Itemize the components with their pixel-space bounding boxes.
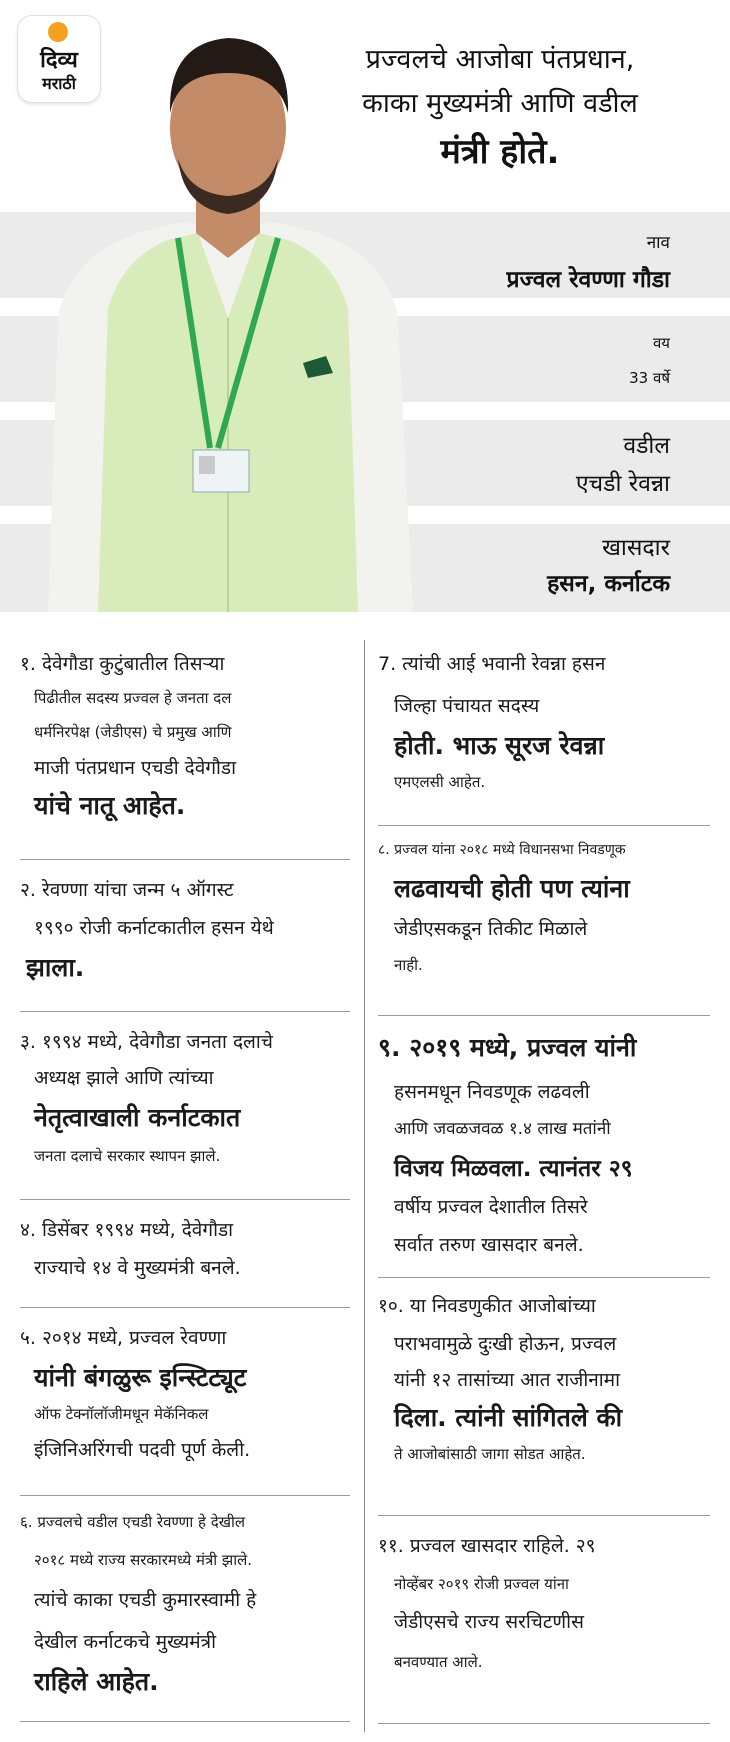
divider xyxy=(378,1723,710,1724)
fact-line: एमएलसी आहेत. xyxy=(394,773,486,791)
post-label: खासदार xyxy=(602,535,670,561)
fact-line: ६. प्रज्वलचे वडील एचडी रेवण्णा हे देखील xyxy=(20,1513,246,1531)
headline-line-1: प्रज्वलचे आजोबा पंतप्रधान, xyxy=(365,44,635,75)
fact-line: अध्यक्ष झाले आणि त्यांच्या xyxy=(34,1067,214,1089)
fact-line: दिला. त्यांनी सांगितले की xyxy=(394,1403,623,1432)
fact-line: ३. १९९४ मध्ये, देवेगौडा जनता दलाचे xyxy=(20,1031,273,1053)
fact-line: नेतृत्वाखाली कर्नाटकात xyxy=(34,1103,241,1132)
fact-line: झाला. xyxy=(26,953,85,982)
fact-line: ८. प्रज्वल यांना २०१८ मध्ये विधानसभा निवडणूक xyxy=(378,842,626,858)
fact-line: विजय मिळवला. त्यानंतर २९ xyxy=(394,1156,633,1182)
fact-3 xyxy=(20,1012,350,1200)
fact-line: ११. प्रज्वल खासदार राहिले. २९ xyxy=(378,1535,596,1557)
fact-line: जिल्हा पंचायत सदस्य xyxy=(394,695,540,717)
fact-line: वर्षीय प्रज्वल देशातील तिसरे xyxy=(394,1196,588,1218)
fact-line: ९. २०१९ मध्ये, प्रज्वल यांनी xyxy=(378,1033,637,1062)
fact-line: जनता दलाचे सरकार स्थापन झाले. xyxy=(34,1147,221,1165)
column-divider xyxy=(364,640,365,1732)
fact-line: नाही. xyxy=(394,956,423,974)
fact-line: सर्वात तरुण खासदार बनले. xyxy=(394,1234,584,1256)
fact-line: २०१८ मध्ये राज्य सरकारमध्ये मंत्री झाले. xyxy=(34,1551,253,1569)
fact-9 xyxy=(378,1016,710,1278)
divider xyxy=(20,1721,350,1722)
father-value: एचडी रेवन्ना xyxy=(575,471,670,497)
fact-line: ४. डिसेंबर १९९४ मध्ये, देवेगौडा xyxy=(20,1219,234,1241)
fact-line: पिढीतील सदस्य प्रज्वल हे जनता दल xyxy=(34,689,232,707)
fact-line: पराभवामुळे दुःखी होऊन, प्रज्वल xyxy=(394,1333,617,1355)
fact-8 xyxy=(378,826,710,1016)
fact-1 xyxy=(20,640,350,860)
fact-line: यांनी बंगळुरू इन्स्टिट्यूट xyxy=(34,1363,247,1392)
fact-6 xyxy=(20,1496,350,1722)
fact-line: होती. भाऊ सूरज रेवन्ना xyxy=(394,731,605,760)
logo-line-1: दिव्य xyxy=(40,48,78,73)
fact-line: इंजिनिअरिंगची पदवी पूर्ण केली. xyxy=(34,1439,251,1461)
post-value: हसन, कर्नाटक xyxy=(547,571,670,597)
fact-2 xyxy=(20,860,350,1012)
fact-line: १. देवेगौडा कुटुंबातील तिसऱ्या xyxy=(20,653,225,675)
fact-line: ५. २०१४ मध्ये, प्रज्वल रेवण्णा xyxy=(20,1327,227,1349)
fact-line: राज्याचे १४ वे मुख्यमंत्री बनले. xyxy=(34,1257,241,1279)
fact-line: जेडीएसचे राज्य सरचिटणीस xyxy=(394,1611,584,1633)
fact-line: नोव्हेंबर २०१९ रोजी प्रज्वल यांना xyxy=(394,1575,569,1593)
headline-line-3: मंत्री होते. xyxy=(440,132,560,172)
fact-line: धर्मनिरपेक्ष (जेडीएस) चे प्रमुख आणि xyxy=(34,723,232,741)
fact-line: २. रेवण्णा यांचा जन्म ५ ऑगस्ट xyxy=(20,879,234,901)
logo-line-2: मराठी xyxy=(42,74,76,93)
fact-line: यांनी १२ तासांच्या आत राजीनामा xyxy=(394,1369,621,1391)
fact-line: राहिले आहेत. xyxy=(34,1667,159,1696)
fact-10 xyxy=(378,1278,710,1516)
name-value: प्रज्वल रेवण्णा गौडा xyxy=(506,267,670,293)
fact-line: आणि जवळजवळ १.४ लाख मतांनी xyxy=(394,1119,611,1139)
fact-line: यांचे नातू आहेत. xyxy=(34,791,186,820)
name-label: नाव xyxy=(646,233,670,253)
fact-line: हसनमधून निवडणूक लढवली xyxy=(394,1081,590,1103)
father-label: वडील xyxy=(623,433,670,459)
fact-line: ते आजोबांसाठी जागा सोडत आहेत. xyxy=(394,1445,586,1463)
hero-section xyxy=(0,0,730,612)
fact-line: जेडीएसकडून तिकीट मिळाले xyxy=(394,918,588,940)
fact-line: १०. या निवडणुकीत आजोबांच्या xyxy=(378,1295,596,1317)
fact-line: ऑफ टेक्नॉलॉजीमधून मेकॅनिकल xyxy=(34,1405,209,1423)
fact-line: १९९० रोजी कर्नाटकातील हसन येथे xyxy=(34,917,274,939)
age-label: वय xyxy=(652,334,670,352)
fact-4 xyxy=(20,1200,350,1308)
fact-5 xyxy=(20,1308,350,1496)
fact-line: लढवायची होती पण त्यांना xyxy=(394,874,630,903)
age-value: 33 वर्षे xyxy=(629,369,670,387)
fact-line: 7. त्यांची आई भवानी रेवन्ना हसन xyxy=(378,653,606,675)
headline-line-2: काका मुख्यमंत्री आणि वडील xyxy=(362,88,638,119)
fact-line: त्यांचे काका एचडी कुमारस्वामी हे xyxy=(34,1589,257,1611)
headline xyxy=(300,38,700,178)
fact-line: माजी पंतप्रधान एचडी देवेगौडा xyxy=(34,757,237,779)
fact-7 xyxy=(378,640,710,826)
fact-line: देखील कर्नाटकचे मुख्यमंत्री xyxy=(34,1631,217,1653)
fact-11 xyxy=(378,1516,710,1724)
fact-line: बनवण्यात आले. xyxy=(394,1653,483,1671)
